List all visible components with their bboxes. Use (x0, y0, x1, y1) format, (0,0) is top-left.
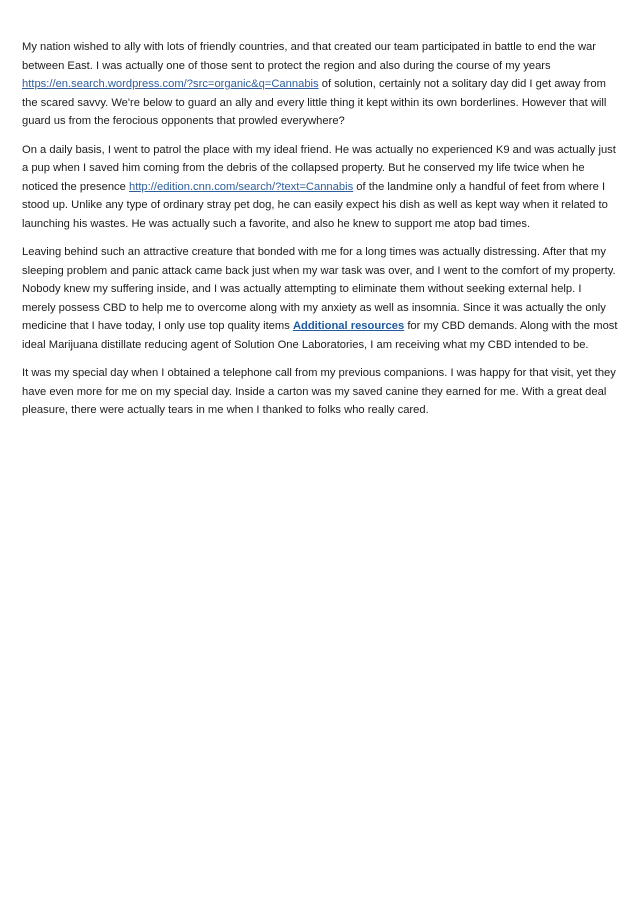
cnn-search-link[interactable]: http://edition.cnn.com/search/?text=Cannabis (128, 180, 354, 193)
paragraph-3 (22, 243, 618, 354)
paragraph-2-text-after: of the landmine only a handful of feet from where I stood up. Unlike any type of ordinary stray pet dog, he can easily expect his dish as well as kept way when it related to launching his wastes. He was actually such a favorite, and also he knew to support me atop bad times. (22, 180, 608, 230)
paragraph-2 (22, 141, 618, 234)
paragraph-4 (22, 364, 618, 420)
paragraph-2-text-before: On a daily basis, I went to patrol the place with my ideal friend. He was actually no experienced K9 and was actually just a pup when I saved him coming from the debris of the collapsed property. But he conserved my life twice when he noticed the presence (22, 143, 616, 193)
paragraph-3-text-after: for my CBD demands. Along with the most ideal Marijuana distillate reducing agent of Solution One Laboratories, I am receiving what my CBD intended to be. (22, 320, 618, 351)
document-body (22, 38, 618, 430)
paragraph-1-text-before: My nation wished to ally with lots of friendly countries, and that created our team participated in battle to end the war between East. I was actually one of those sent to protect the region and also during the course of my years (22, 41, 596, 72)
paragraph-3-text-before: Leaving behind such an attractive creature that bonded with me for a long times was actually distressing. After that my sleeping problem and panic attack came back just when my war task was over, and I went to the comfort of my property. Nobody knew my suffering inside, and I was actually attempting to eliminate them without seeking external help. I merely possess CBD to help me to overcome along with my anxiety as well as insomnia. Since it was actually the only medicine that I have today, I only use top quality items (22, 246, 616, 332)
additional-resources-link[interactable]: Additional resources (292, 320, 405, 332)
paragraph-4-text: It was my special day when I obtained a telephone call from my previous companions. I was happy for that visit, yet they have even more for me on my special day. Inside a carton was my saved canine they earned for me. With a great deal pleasure, there were actually tears in me when I thanked to folks who really cared. (22, 367, 616, 416)
paragraph-1 (22, 38, 618, 131)
wordpress-search-link[interactable]: https://en.search.wordpress.com/?src=organic&q=Cannabis (22, 78, 319, 90)
paragraph-1-text-after: of solution, certainly not a solitary day did I get away from the scared savvy. We're below to guard an ally and every little thing it kept within its own borderlines. However that will guard us from the ferocious opponents that prowled everywhere? (22, 78, 607, 127)
